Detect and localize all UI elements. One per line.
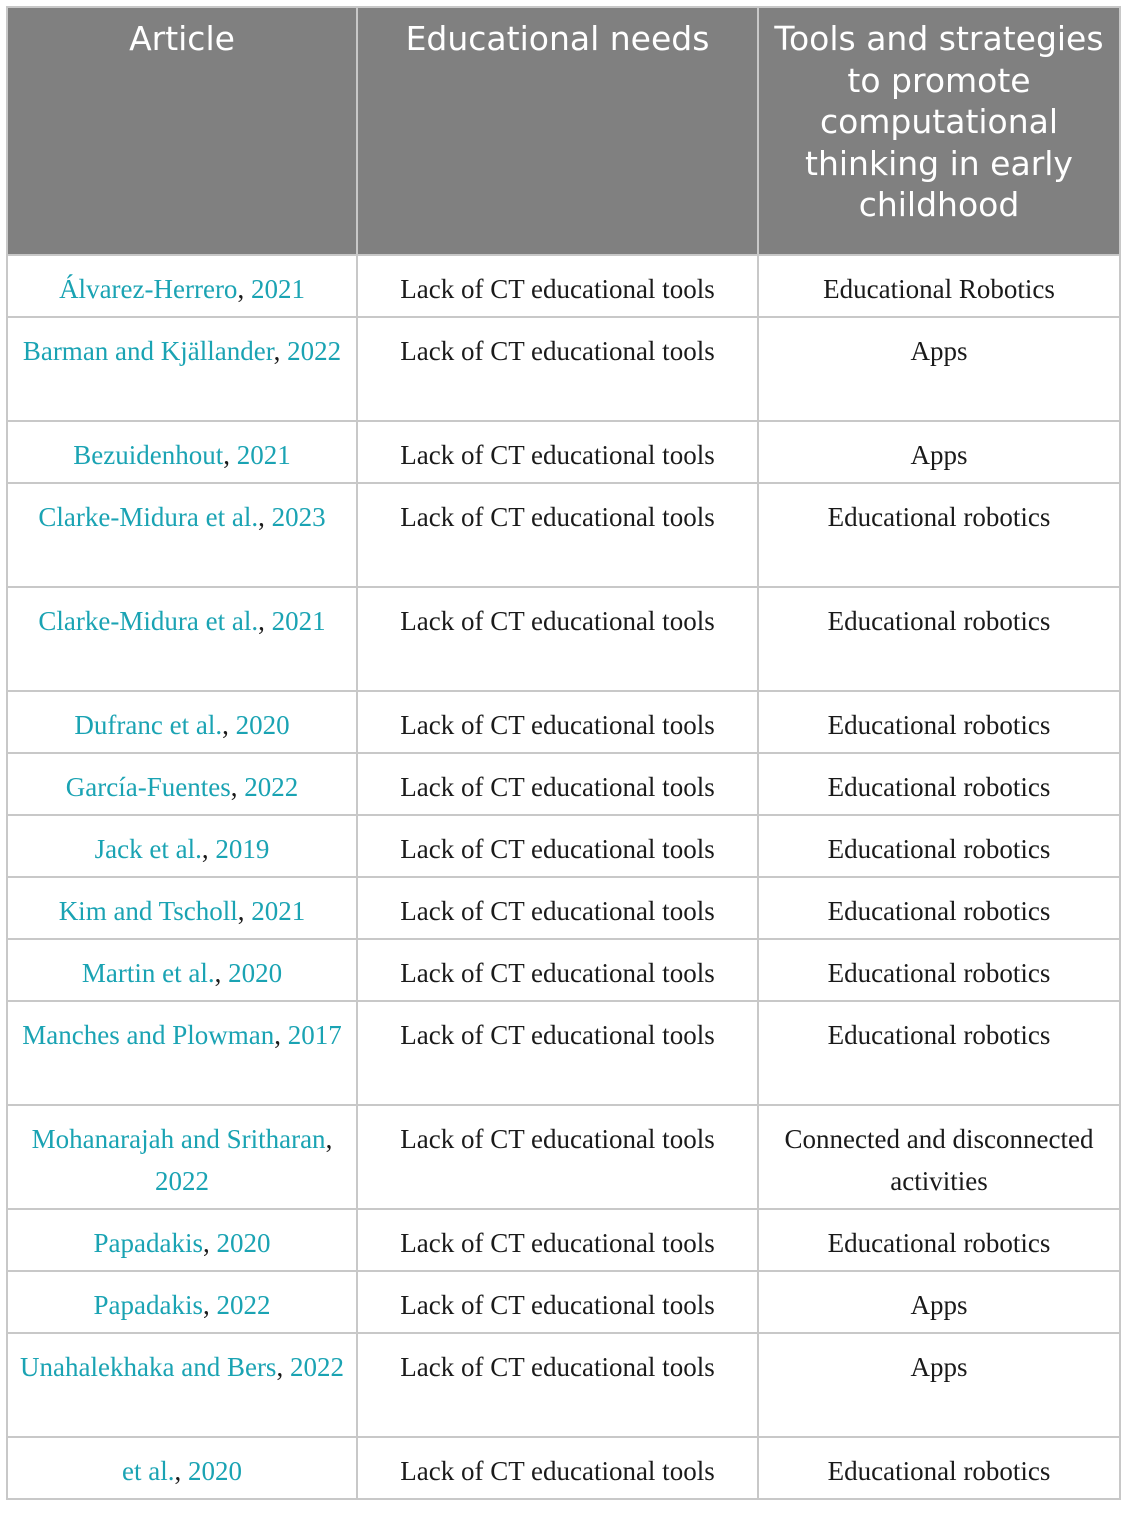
citation-year-link[interactable]: 2022	[289, 1352, 344, 1382]
table-row	[7, 753, 1120, 815]
citation-separator: ,	[230, 772, 245, 802]
citation-author-link[interactable]: Clarke-Midura et al.	[38, 606, 259, 636]
tools-strategies-cell: Educational robotics	[758, 753, 1120, 815]
citation-author-link[interactable]: Bezuidenhout	[73, 440, 224, 470]
educational-needs-cell: Lack of CT educational tools	[357, 421, 758, 483]
article-cell	[7, 421, 357, 483]
citation-separator: ,	[223, 440, 237, 470]
citation-year-link[interactable]: 2021	[236, 440, 291, 470]
citation-year-link[interactable]: 2022	[155, 1166, 209, 1196]
educational-needs-cell: Lack of CT educational tools	[357, 1333, 758, 1437]
tools-strategies-cell: Educational robotics	[758, 1001, 1120, 1105]
citation-separator: ,	[258, 606, 272, 636]
educational-needs-cell: Lack of CT educational tools	[357, 939, 758, 1001]
table-row	[7, 421, 1120, 483]
article-cell	[7, 1271, 357, 1333]
citation-separator: ,	[202, 1290, 217, 1320]
educational-needs-cell: Lack of CT educational tools	[357, 691, 758, 753]
header-tools-strategies: Tools and strategies to promote computational thinking in early childhood	[758, 7, 1120, 255]
table-row	[7, 1437, 1120, 1499]
citation-author-link[interactable]: Manches and Plowman	[22, 1020, 275, 1050]
citation-year-link[interactable]: 2022	[244, 772, 299, 802]
citation-author-link[interactable]: Dufranc et al.	[74, 710, 223, 740]
article-cell	[7, 877, 357, 939]
citation-author-link[interactable]: Mohanarajah and Sritharan	[31, 1124, 326, 1154]
article-cell	[7, 939, 357, 1001]
article-cell	[7, 587, 357, 691]
tools-strategies-cell: Apps	[758, 1333, 1120, 1437]
citation-author-link[interactable]: Jack et al.	[94, 834, 202, 864]
article-cell	[7, 1001, 357, 1105]
tools-strategies-cell: Educational robotics	[758, 1437, 1120, 1499]
citation-separator: ,	[222, 710, 236, 740]
educational-needs-cell: Lack of CT educational tools	[357, 753, 758, 815]
citation-year-link[interactable]: 2020	[216, 1228, 271, 1258]
review-table	[6, 6, 1121, 1500]
table-row	[7, 483, 1120, 587]
tools-strategies-cell: Educational robotics	[758, 815, 1120, 877]
citation-year-link[interactable]: 2023	[271, 502, 326, 532]
article-cell	[7, 691, 357, 753]
citation-separator: ,	[258, 502, 272, 532]
table-row	[7, 815, 1120, 877]
citation-year-link[interactable]: 2020	[228, 958, 283, 988]
citation-year-link[interactable]: 2017	[287, 1020, 342, 1050]
educational-needs-cell: Lack of CT educational tools	[357, 1001, 758, 1105]
citation-year-link[interactable]: 2019	[215, 834, 270, 864]
tools-strategies-cell: Educational robotics	[758, 691, 1120, 753]
educational-needs-cell: Lack of CT educational tools	[357, 587, 758, 691]
table-row	[7, 877, 1120, 939]
table-row	[7, 255, 1120, 317]
citation-author-link[interactable]: Kim and Tscholl	[58, 896, 238, 926]
citation-author-link[interactable]: Barman and Kjällander	[22, 336, 274, 366]
citation-author-link[interactable]: Álvarez-Herrero	[59, 274, 238, 304]
citation-author-link[interactable]: Unahalekhaka and Bers	[20, 1352, 277, 1382]
header-article: Article	[7, 7, 357, 255]
educational-needs-cell: Lack of CT educational tools	[357, 877, 758, 939]
article-cell	[7, 1105, 357, 1209]
article-cell	[7, 255, 357, 317]
citation-separator: ,	[202, 1228, 217, 1258]
article-cell	[7, 1437, 357, 1499]
table-body	[7, 255, 1120, 1499]
citation-author-link[interactable]: Papadakis	[93, 1290, 203, 1320]
educational-needs-cell: Lack of CT educational tools	[357, 255, 758, 317]
tools-strategies-cell: Educational Robotics	[758, 255, 1120, 317]
educational-needs-cell: Lack of CT educational tools	[357, 1105, 758, 1209]
citation-year-link[interactable]: 2021	[250, 274, 305, 304]
educational-needs-cell: Lack of CT educational tools	[357, 1209, 758, 1271]
citation-author-link[interactable]: García-Fuentes	[65, 772, 231, 802]
table-row	[7, 1105, 1120, 1209]
tools-strategies-cell: Educational robotics	[758, 939, 1120, 1001]
citation-separator: ,	[237, 274, 251, 304]
citation-separator: ,	[273, 336, 288, 366]
citation-separator: ,	[276, 1352, 290, 1382]
citation-year-link[interactable]: 2020	[235, 710, 290, 740]
table-header	[7, 7, 1120, 255]
header-educational-needs: Educational needs	[357, 7, 758, 255]
article-cell	[7, 1333, 357, 1437]
citation-separator: ,	[237, 896, 252, 926]
table-row	[7, 1001, 1120, 1105]
header-row	[7, 7, 1120, 255]
article-cell	[7, 1209, 357, 1271]
tools-strategies-cell: Educational robotics	[758, 483, 1120, 587]
tools-strategies-cell: Apps	[758, 317, 1120, 421]
citation-author-link[interactable]: et al.	[122, 1456, 175, 1486]
educational-needs-cell: Lack of CT educational tools	[357, 1271, 758, 1333]
table-row	[7, 1271, 1120, 1333]
citation-author-link[interactable]: Martin et al.	[81, 958, 215, 988]
table-row	[7, 1209, 1120, 1271]
citation-separator: ,	[201, 834, 216, 864]
article-cell	[7, 483, 357, 587]
tools-strategies-cell: Apps	[758, 1271, 1120, 1333]
article-cell	[7, 753, 357, 815]
article-cell	[7, 317, 357, 421]
table-row	[7, 317, 1120, 421]
tools-strategies-cell: Connected and disconnected activities	[758, 1105, 1120, 1209]
table-row	[7, 587, 1120, 691]
citation-year-link[interactable]: 2022	[287, 336, 342, 366]
citation-separator: ,	[174, 1456, 188, 1486]
citation-separator: ,	[214, 958, 229, 988]
table-row	[7, 691, 1120, 753]
article-cell	[7, 815, 357, 877]
tools-strategies-cell: Educational robotics	[758, 1209, 1120, 1271]
citation-year-link[interactable]: 2020	[187, 1456, 242, 1486]
citation-year-link[interactable]: 2021	[271, 606, 326, 636]
citation-year-link[interactable]: 2021	[251, 896, 306, 926]
tools-strategies-cell: Apps	[758, 421, 1120, 483]
citation-author-link[interactable]: Clarke-Midura et al.	[38, 502, 259, 532]
tools-strategies-cell: Educational robotics	[758, 587, 1120, 691]
educational-needs-cell: Lack of CT educational tools	[357, 483, 758, 587]
citation-author-link[interactable]: Papadakis	[93, 1228, 203, 1258]
citation-separator: ,	[274, 1020, 288, 1050]
table-row	[7, 939, 1120, 1001]
citation-year-link[interactable]: 2022	[216, 1290, 271, 1320]
educational-needs-cell: Lack of CT educational tools	[357, 815, 758, 877]
citation-separator: ,	[325, 1124, 333, 1154]
educational-needs-cell: Lack of CT educational tools	[357, 317, 758, 421]
table-row	[7, 1333, 1120, 1437]
tools-strategies-cell: Educational robotics	[758, 877, 1120, 939]
educational-needs-cell: Lack of CT educational tools	[357, 1437, 758, 1499]
